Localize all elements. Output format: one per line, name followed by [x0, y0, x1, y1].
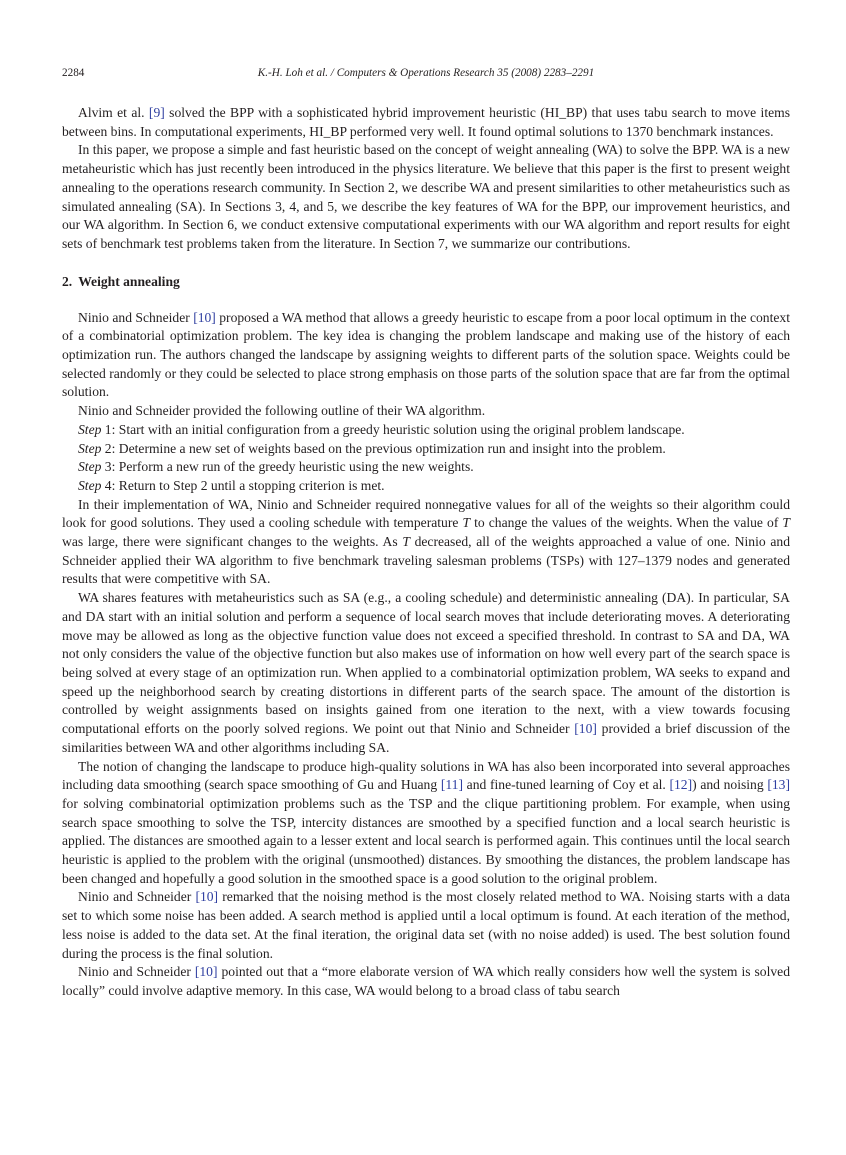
step-label: Step	[78, 421, 102, 437]
paper-page	[62, 66, 790, 1001]
body-paragraph: Ninio and Schneider [10] pointed out that a “more elaborate version of WA which really considers how well the system is solved locally” could involve adaptive memory. In this case, WA would belong to a broad class of tabu search	[62, 964, 790, 998]
body-paragraph: In their implementation of WA, Ninio and Schneider required nonnegative values for all of the weights so their algorithm could look for good solutions. They used a cooling schedule with temperature T to change the values of the weights. When the value of T was large, there were significant changes to the weights. As T decreased, all of the weights approached a value of one. Ninio and Schneider applied their WA algorithm to five benchmark traveling salesman problems (TSPs) with 127–1379 nodes and generated results that were competitive with SA.	[62, 496, 790, 587]
section-heading	[62, 273, 790, 291]
intro-paragraph: Alvim et al. [9] solved the BPP with a sophisticated hybrid improvement heuristic (HI_BP) that uses tabu search to move items between bins. In computational experiments, HI_BP performed very well. It found optimal solutions to 1370 benchmark instances.	[62, 105, 790, 139]
journal-citation: K.-H. Loh et al. / Computers & Operations Research 35 (2008) 2283–2291	[257, 67, 595, 79]
citation-link[interactable]: [10]	[195, 889, 219, 905]
citation-link[interactable]: [12]	[669, 777, 693, 793]
body-paragraph: WA shares features with metaheuristics such as SA (e.g., a cooling schedule) and deterministic annealing (DA). In particular, SA and DA start with an initial solution and perform a sequence of local search moves that include deteriorating moves. A deteriorating move may be allowed as long as the objective function value does not exceed a specified threshold. In contrast to SA and DA, WA not only considers the value of the objective function but also makes use of information on how well every part of the search space is being solved at every stage of an optimization run. When applied to a combinatorial optimization problem, WA seeks to expand and speed up the neighborhood search by creating distortions in different parts of the search space. The amount of the distortion is controlled by weight assignments based on insights gained from one iteration to the next, with a view towards focusing computational efforts on the poorly solved regions. We point out that Ninio and Schneider [10] provided a brief discussion of the similarities between WA and other algorithms including SA.	[62, 590, 791, 755]
citation-link[interactable]: [11]	[440, 777, 463, 793]
algorithm-step: Step 1: Start with an initial configuration from a greedy heuristic solution using the original problem landscape.	[78, 421, 685, 437]
body-paragraph: Ninio and Schneider [10] remarked that the noising method is the most closely related method to WA. Noising starts with a data set to which some noise has been added. A search method is applied until a local optimum is found. At each iteration of the method, less noise is added to the data set. At the final iteration, the original data set (with no noise added) is used. The best solution found during the process is the final solution.	[62, 889, 790, 961]
intro-paragraph: In this paper, we propose a simple and fast heuristic based on the concept of weight annealing (WA) to solve the BPP. WA is a new metaheuristic which has just recently been introduced in the physics literature. We believe that this paper is the first to present weight annealing to the operations research community. In Section 2, we describe WA and present similarities to other metaheuristics such as simulated annealing (SA). In Sections 3, 4, and 5, we describe the key features of WA for the BPP, our improvement heuristics, and our WA algorithm. In Section 6, we conduct extensive computational experiments with our WA algorithm and report results for eight sets of benchmark test problems taken from the literature. In Section 7, we summarize our contributions.	[62, 142, 790, 251]
body-paragraph: The notion of changing the landscape to produce high-quality solutions in WA has also been incorporated into several approaches including data smoothing (search space smoothing of Gu and Huang [11] and fine-tuned learning of Coy et al. [12]) and noising [13] for solving combinatorial optimization problems such as the TSP and the clique partitioning problem. For example, when using search space smoothing to solve the TSP, intercity distances are smoothed by a specified function and a local search heuristic is applied. The distances are smoothed again to a lesser extent and local search is performed again. This continues until the local search heuristic is applied to the problem with the original (unsmoothed) distances. By smoothing the distances, the problem landscape has been changed and hopefully a good solution in the smoothed space is a good solution to the original problem.	[62, 758, 790, 886]
step-label: Step	[78, 459, 102, 475]
running-header	[62, 66, 790, 84]
math-variable: T	[462, 515, 471, 531]
section-body	[62, 309, 790, 1001]
step-label: Step	[78, 440, 102, 456]
step-label: Step	[78, 477, 102, 493]
citation-link[interactable]: [10]	[574, 721, 597, 737]
algorithm-step: Step 2: Determine a new set of weights based on the previous optimization run and insight into the problem.	[78, 440, 666, 456]
algorithm-step: Step 4: Return to Step 2 until a stopping criterion is met.	[78, 477, 385, 493]
section-title: Weight annealing	[78, 273, 180, 289]
citation-link[interactable]: [10]	[193, 309, 216, 325]
citation-link[interactable]: [13]	[767, 777, 790, 793]
math-variable: T	[782, 515, 790, 531]
page-number: 2284	[62, 67, 85, 79]
citation-link[interactable]: [9]	[148, 105, 165, 120]
section-number: 2.	[62, 273, 73, 289]
citation-link[interactable]: [10]	[194, 964, 218, 980]
body-paragraph: Ninio and Schneider [10] proposed a WA method that allows a greedy heuristic to escape from a poor local optimum in the context of a combinatorial optimization problem. The key idea is changing the problem landscape and making use of the history of each optimization run. The authors changed the landscape by assigning weights to different parts of the solution space. Weights could be selected randomly or they could be selected to place strong emphasis on those parts of the solution space that are far from the optimal solution.	[62, 309, 790, 400]
body-paragraph: Ninio and Schneider provided the following outline of their WA algorithm.	[78, 403, 486, 419]
algorithm-step: Step 3: Perform a new run of the greedy heuristic using the new weights.	[78, 459, 474, 475]
math-variable: T	[402, 534, 410, 550]
